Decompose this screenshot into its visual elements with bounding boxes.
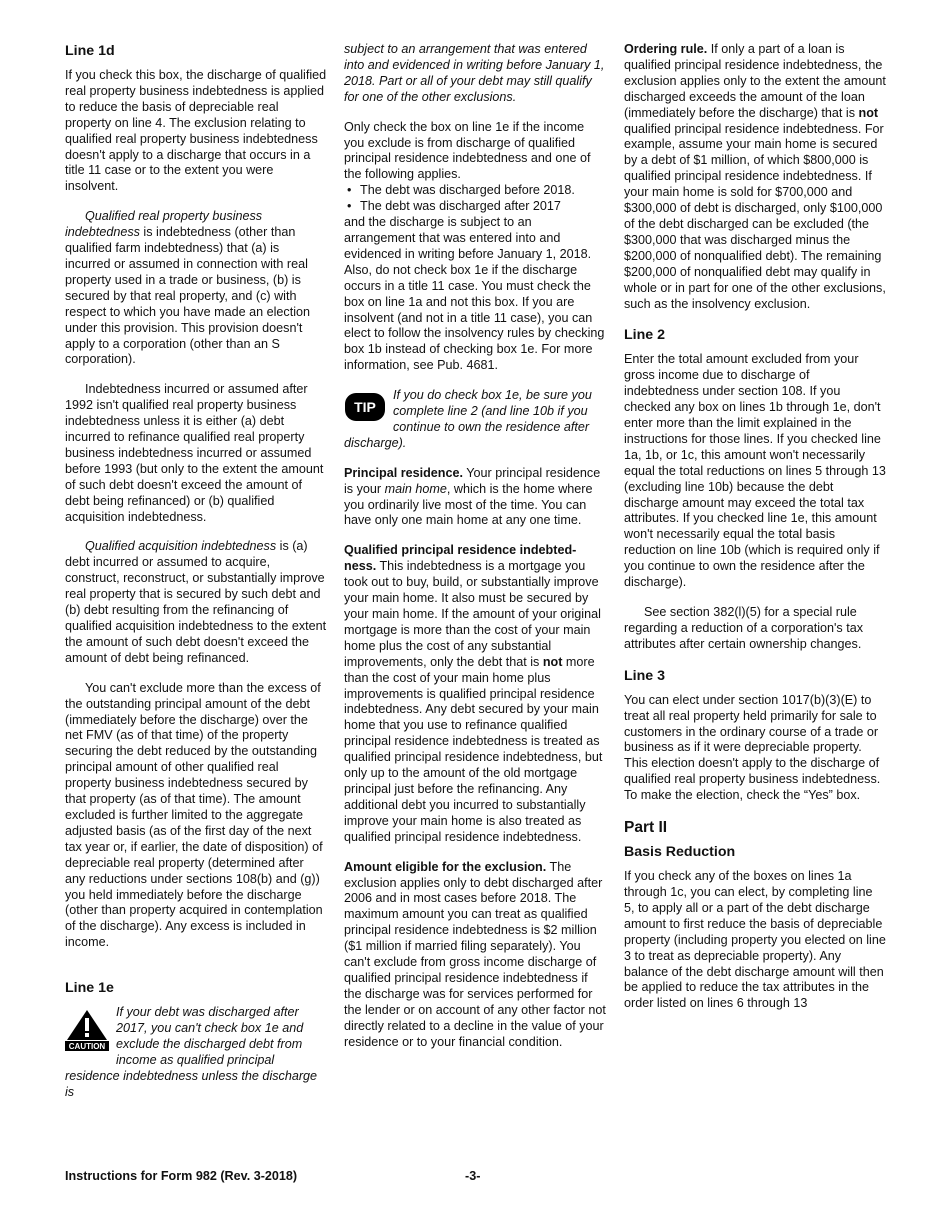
tip-text: If you do check box 1e, be sure you complete line 2 (and line 10b if you continue to own the residence after discharge). bbox=[344, 388, 592, 450]
caution-icon bbox=[65, 1009, 109, 1056]
heading-line-3: Line 3 bbox=[624, 667, 665, 684]
qrpbi-definition bbox=[65, 209, 327, 368]
qpri-heading: Qualified principal residence indebted-ness. bbox=[344, 543, 577, 574]
amount-eligible-paragraph bbox=[344, 860, 606, 1051]
conditions-list bbox=[344, 183, 606, 215]
ordering-rule-heading: Ordering rule. bbox=[624, 42, 708, 56]
column-middle bbox=[344, 42, 606, 1064]
title-11-note: Also, do not check box 1e if the discharge occurs in a title 11 case. You must check the box on line 1a and not this box. If you are insolvent (and not in a title 11 case), you can elect to follow the insolvency rules by checking box 1b instead of checking box 1e. For more information, see Pub. 4681. bbox=[344, 262, 605, 373]
qpri-text-a: This indebtedness is a mortgage you took out to buy, build, or substantially improve your main home. It also must be secured by your main home. If the amount of your original mortgage is more than the cost of your main home plus the cost of any substantial improvements, only the debt that is bbox=[344, 559, 601, 669]
amount-eligible-heading: Amount eligible for the exclusion. bbox=[344, 859, 547, 874]
ordering-text-a: If only a part of a loan is qualified principal residence indebtedness, the exclusion applies only to the extent the amount discharged exceeds the amount of the loan (immediately before the discharge) that is bbox=[624, 42, 886, 120]
section-382-paragraph: See section 382(l)(5) for a special rule regarding a reduction of a corporation's tax attributes after certain ownership changes. bbox=[624, 605, 864, 651]
qai-text: is (a) debt incurred or assumed to acquire, construct, reconstruct, or substantially improve real property that is secured by such debt and (b) debt resulting from the refinancing of qualified acquisition indebtedness to the extent the amount of such debt doesn't exceed the amount of debt being refinanced. bbox=[65, 539, 327, 665]
tip-label: TIP bbox=[354, 399, 376, 416]
list-item: • The debt was discharged after 2017 bbox=[344, 199, 606, 215]
caution-text-continued: subject to an arrangement that was entered into and evidenced in writing before January 1, 2018. Part or all of your debt may still qualify for one of the other exclusions. bbox=[344, 42, 605, 104]
page-number: -3- bbox=[465, 1169, 481, 1183]
arrangement-text: and the discharge is subject to an arrangement that was entered into and evidenced in writing before January 1, 2018. bbox=[344, 215, 592, 261]
exclusion-limit-paragraph: You can't exclude more than the excess of the outstanding principal amount of the debt (immediately before the discharge) over the net FMV (as of that time) of the property securing the debt reduced by the outstanding principal amount of other qualified real property business indebtedness secured by that property (as of that time). The amount excluded is further limited to the aggregate adjusted basis (as of the first day of the next tax year or, if earlier, the date of disposition) of depreciable real property (determined after any reductions under sections 108(b) and (g)) you held immediately before the discharge (other than property acquired in contemplation of the discharge). Any excess is included in income. bbox=[65, 680, 323, 950]
qrpbi-term: Qualified real property business indebtedness bbox=[65, 209, 263, 240]
line-1e-conditions bbox=[344, 120, 606, 375]
ordering-text-b: qualified principal residence indebtedness. For example, assume your main home is secured by a debt of $1 million, of which $800,000 is qualified principal residence indebtedness. If your main home is sold for $700,000 and $300,000 of debt is discharged, only $100,000 of the debt discharged can be excluded (the $300,000 that was discharged minus the $200,000 of nonqualified debt). The remaining $200,000 of nonqualified debt may qualify in whole or in part for one of the other exclusions, such as the insolvency exclusion. bbox=[624, 121, 886, 311]
heading-part-2: Part II bbox=[624, 819, 668, 837]
qpri-paragraph bbox=[344, 543, 606, 845]
qrpbi-text: is indebtedness (other than qualified farm indebtedness) that (a) is incurred or assumed in connection with real property used in a trade or business, (b) is secured by that real property, and (c) with respect to which you have made an election under this provision. This provision doesn't apply to a corporation (other than an S corporation). bbox=[65, 225, 311, 367]
heading-line-1d: Line 1d bbox=[65, 43, 115, 59]
indebtedness-after-1992: Indebtedness incurred or assumed after 1992 isn't qualified real property business indebtedness unless it is either (a) debt incurred to refinance qualified real property business indebtedness incurred or assumed before 1993 (but only to the extent the amount of such debt doesn't exceed the amount of debt being refinanced) or (b) qualified acquisition indebtedness. bbox=[65, 382, 324, 524]
page-footer bbox=[65, 1169, 886, 1187]
pr-text-a: Your principal residence is your bbox=[344, 465, 601, 496]
line-1d-paragraph: If you check this box, the discharge of qualified real property business indebtedness is applied to reduce the basis of depreciable real property on line 4. The exclusion relating to qualified real property business indebtedness doesn't apply to a discharge that occurs in a title 11 case or to the extent you were insolvent. bbox=[65, 68, 327, 194]
pr-main-home: main home bbox=[384, 481, 447, 496]
ordering-rule-paragraph bbox=[624, 42, 886, 312]
line-1e-intro: Only check the box on line 1e if the income you exclude is from discharge of qualified principal residence indebtedness and one of the following applies. bbox=[344, 119, 591, 182]
caution-callout bbox=[65, 1005, 327, 1100]
ordering-not: not bbox=[858, 105, 879, 120]
line-3-paragraph: You can elect under section 1017(b)(3)(E) to treat all real property held primarily for sale to customers in the ordinary course of a trade or business as if it were depreciable property. This election doesn't apply to the discharge of qualified real property business indebtedness. To make the election, check the “Yes” box. bbox=[624, 692, 881, 803]
line-2-paragraph: Enter the total amount excluded from your gross income due to discharge of indebtedness under section 108. If you checked any box on lines 1b through 1e, don't enter more than the limit explained in the instructions for those lines. If you checked line 1a, 1b, or 1c, this amount won't necessarily equal the total reductions on lines 5 through 13 (excluding line 10b) because the debt discharge amount may exceed the total tax attributes. If you checked line 1e, this amount won't necessarily equal the total basis reduction on line 10b (which is required only if you continue to own the residence after the discharge). bbox=[624, 352, 886, 590]
qpri-text-b: more than the cost of your main home plus improvements is qualified principal residence indebtedness. Any debt secured by your main home that you use to refinance qualified principal residence indebtedness is treated as qualified principal residence indebtedness, but only up to the amount of the old mortgage principal just before the refinancing. Any additional debt you incurred to substantially improve your main home is also treated as qualified principal residence indebtedness. bbox=[344, 654, 603, 844]
heading-line-1e: Line 1e bbox=[65, 980, 114, 997]
heading-line-2: Line 2 bbox=[624, 327, 665, 344]
tip-callout bbox=[344, 388, 606, 452]
pr-text-b: , which is the home where you ordinarily live most of the time. You can have only one main home at any one time. bbox=[344, 481, 593, 528]
principal-residence-heading: Principal residence. bbox=[344, 465, 463, 480]
caution-label: CAUTION bbox=[68, 1042, 106, 1052]
qpri-not: not bbox=[542, 654, 563, 669]
qai-definition bbox=[65, 539, 327, 666]
qai-term: Qualified acquisition indebtedness bbox=[85, 539, 277, 554]
tip-icon bbox=[344, 392, 386, 427]
form-title: Instructions for Form 982 (Rev. 3-2018) bbox=[65, 1169, 298, 1183]
principal-residence-paragraph bbox=[344, 466, 606, 530]
basis-reduction-paragraph: If you check any of the boxes on lines 1a through 1c, you can elect, by completing line 5, to apply all or a part of the debt discharge amount to first reduce the basis of depreciable property (including property you elected on line 3 to treat as depreciable property). Any balance of the debt discharge amount will then be applied to reduce the tax attributes in the order listed on lines 6 through 13 bbox=[624, 869, 886, 1011]
caution-text: If your debt was discharged after 2017, you can't check box 1e and exclude the discharged debt from income as qualified principal residence indebtedness unless the discharge is bbox=[65, 1005, 318, 1099]
column-right bbox=[624, 42, 886, 1026]
amount-eligible-text: The exclusion applies only to debt discharged after 2006 and in most cases before 2018. The maximum amount you can treat as qualified principal residence indebtedness is $2 million ($1 million if married filing separately). You can't exclude from gross income discharge of qualified principal residence indebtedness if the discharge was for services performed for the lender or on account of any other factor not directly related to a decline in the value of your residence or to your financial condition. bbox=[344, 859, 606, 1049]
heading-basis-reduction: Basis Reduction bbox=[624, 844, 736, 861]
column-left bbox=[65, 42, 327, 1115]
list-item: • The debt was discharged before 2018. bbox=[344, 183, 606, 199]
